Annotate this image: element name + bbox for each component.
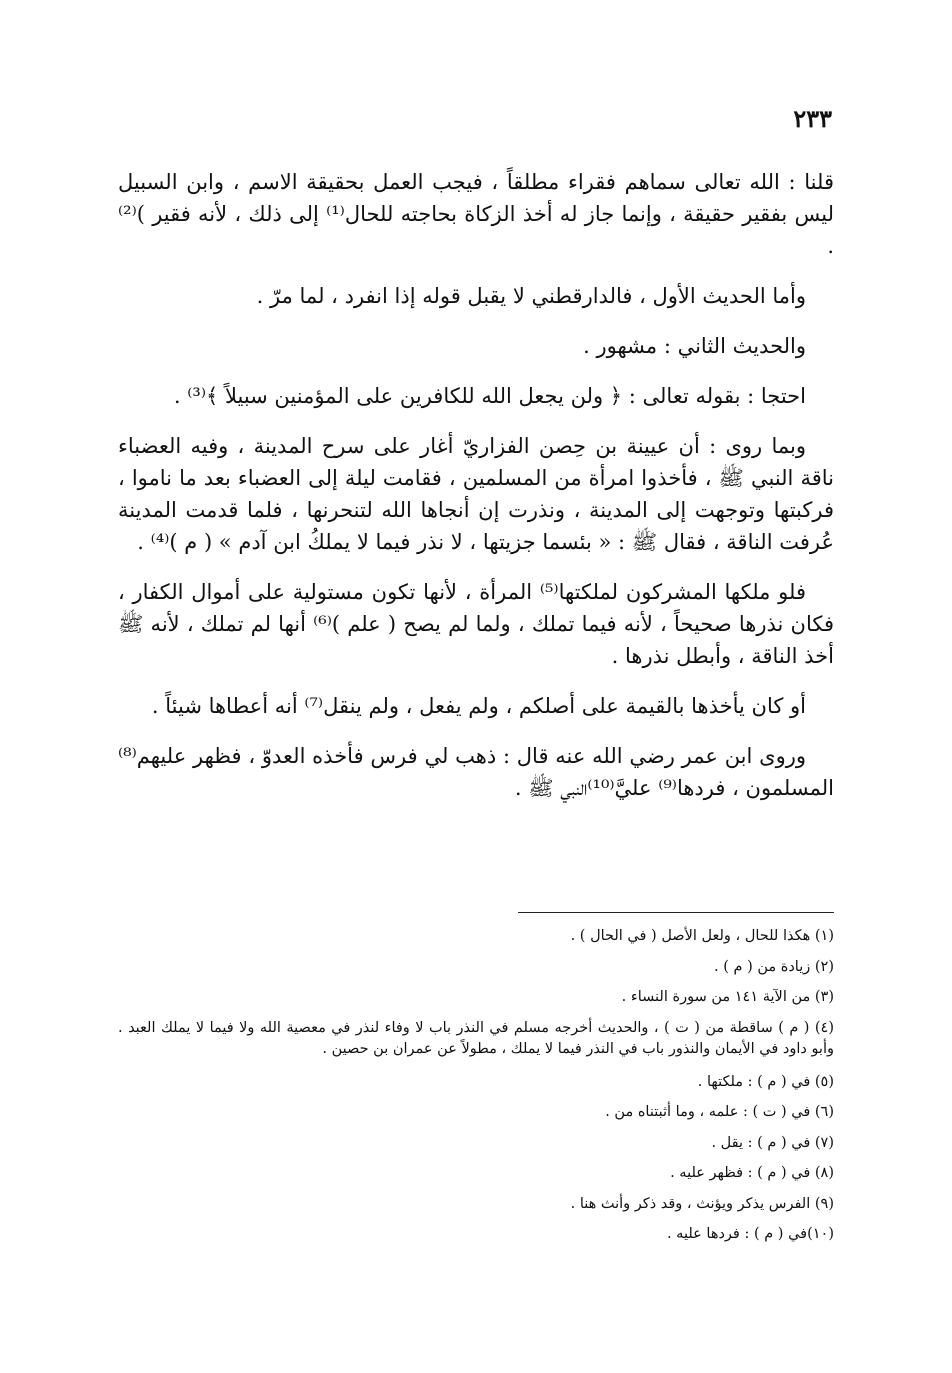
main-text (118, 166, 834, 822)
paragraph-3: والحديث الثاني : مشهور . (583, 334, 806, 358)
paragraph-2: وأما الحديث الأول ، فالدارقطني لا يقبل قوله إذا انفرد ، لما مرّ . (256, 284, 806, 308)
footnote-4: (٤) ( م ) ساقطة من ( ت ) ، والحديث أخرجه مسلم في النذر باب لا وفاء لنذر في معصية الله ولا فيما لا يملك العبد . وأبو داود في الأيمان والنذور باب في النذر فيما لا يملك ، مطولاً عن عمران بن حصين . (118, 1019, 834, 1057)
paragraph-7: أو كان يأخذها بالقيمة على أصلكم ، ولم يفعل ، ولم ينقل⁽⁷⁾ أنه أعطاها شيئاً . (151, 694, 806, 718)
footnote-8: (٨) في ( م ) : فظهر عليه . (670, 1165, 834, 1181)
paragraph-8: وروى ابن عمر رضي الله عنه قال : ذهب لي فرس فأخذه العدوّ ، فظهر عليهم⁽⁸⁾ المسلمون ، فردها⁽⁹⁾ عليَّ⁽¹⁰⁾النبي ﷺ . (118, 744, 834, 800)
footnote-5: (٥) في ( م ) : ملكتها . (697, 1073, 834, 1090)
footnote-7: (٧) في ( م ) : يقل . (711, 1134, 834, 1151)
footnote-3: (٣) من الآية ١٤١ من سورة النساء . (621, 989, 834, 1005)
paragraph-5: وبما روى : أن عيينة بن حِصن الفزاريّ أغار على سرح المدينة ، وفيه العضباء ناقة النبي ﷺ ، فأخذوا امرأة من المسلمين ، فقامت ليلة إلى العضباء بعد ما ناموا ، فركبتها وتوجهت إلى المدينة ، ونذرت إن أنجاها الله لتنحرنها ، فلما قدمت المدينة عُرفت الناقة ، فقال ﷺ : « بئسما جزيتها ، لا نذر فيما لا يملكُ ابن آدم » ( م )⁽⁴⁾ . (118, 434, 834, 554)
footnote-divider (518, 912, 834, 913)
paragraph-4: احتجا : بقوله تعالى : ﴿ ولن يجعل الله للكافرين على المؤمنين سبيلاً ﴾⁽³⁾ . (173, 384, 806, 408)
footnote-9: (٩) الفرس يذكر ويؤنث ، وقد ذكر وأنث هنا . (570, 1195, 834, 1212)
page-number: ٢٣٣ (793, 104, 832, 133)
footnote-6: (٦) في ( ت ) : علمه ، وما أثبتناه من . (605, 1104, 834, 1120)
paragraph-6: فلو ملكها المشركون لملكتها⁽⁵⁾ المرأة ، لأنها تكون مستولية على أموال الكفار ، فكان نذرها صحيحاً ، لأنه فيما تملك ، ولما لم يصح ( علم )⁽⁶⁾ أنها لم تملك ، لأنه ﷺ أخذ الناقة ، وأبطل نذرها . (118, 580, 834, 668)
footnote-1: (١) هكذا للحال ، ولعل الأصل ( في الحال ) . (570, 928, 834, 944)
footnote-10: (١٠)في ( م ) : فردها عليه . (666, 1226, 834, 1242)
footnote-2: (٢) زيادة من ( م ) . (714, 958, 834, 975)
footnotes (118, 926, 834, 1255)
paragraph-1: قلنا : الله تعالى سماهم فقراء مطلقاً ، فيجب العمل بحقيقة الاسم ، وابن السبيل ليس بفقير حقيقة ، وإنما جاز له أخذ الزكاة بحاجته للحال⁽¹⁾ إلى ذلك ، لأنه فقير )⁽²⁾ . (118, 170, 834, 258)
